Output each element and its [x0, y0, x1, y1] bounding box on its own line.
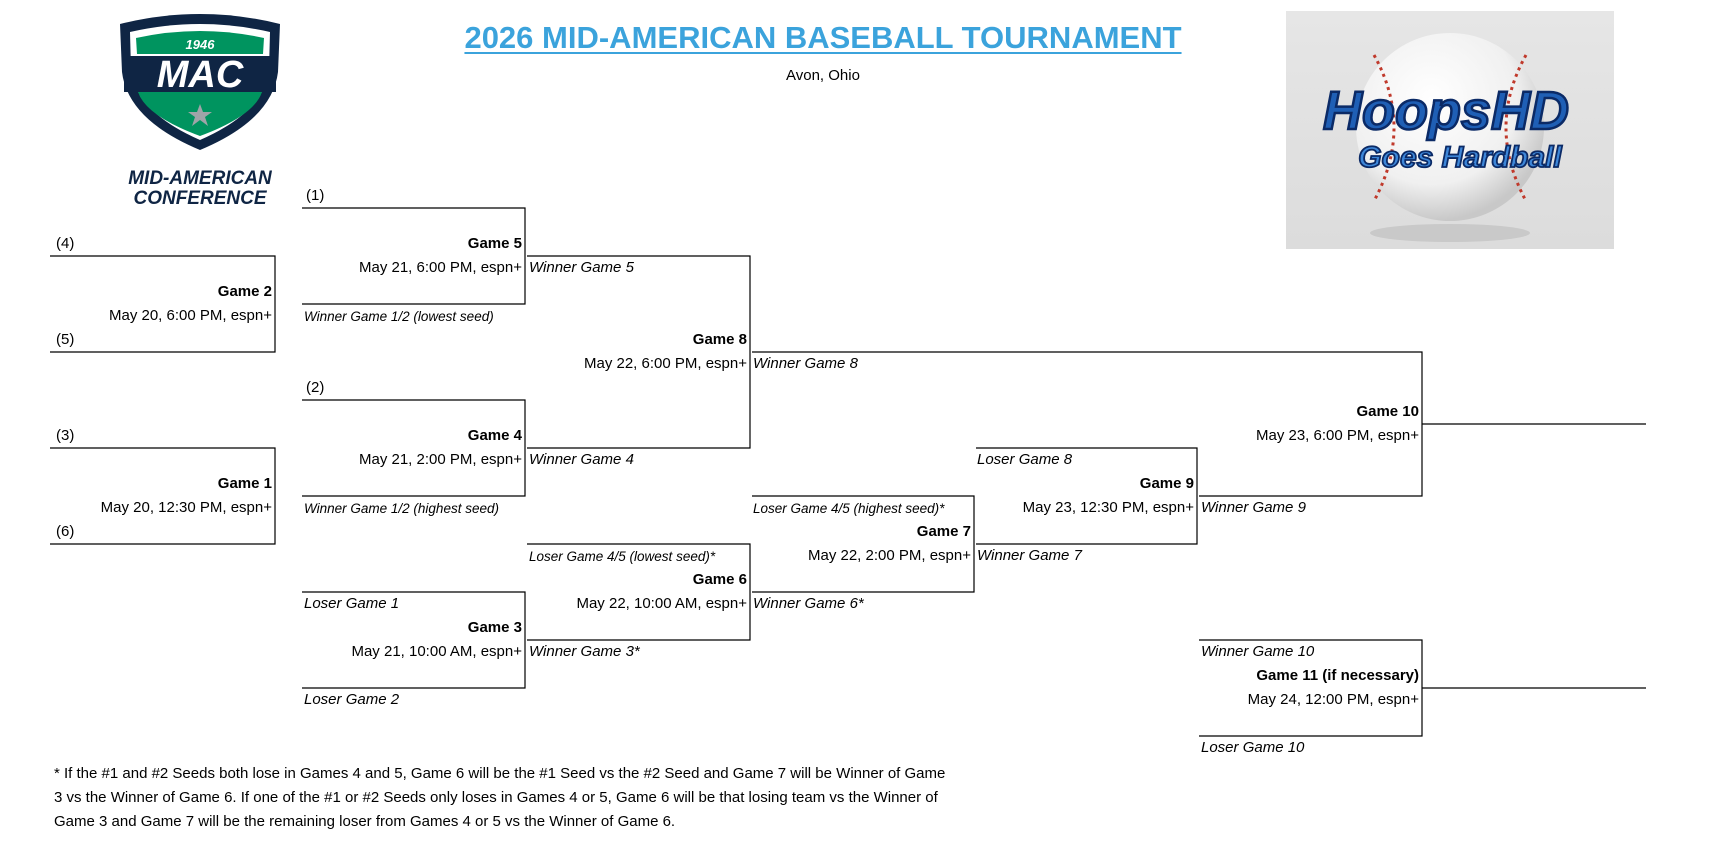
- game-11-title: Game 11 (if necessary): [1256, 667, 1419, 684]
- game-3-title: Game 3: [467, 619, 522, 636]
- game-6-time: May 22, 10:00 AM, espn+: [576, 595, 747, 612]
- logo-year: 1946: [185, 37, 215, 52]
- logo-line1: MID-AMERICAN: [128, 168, 272, 189]
- game-2-time: May 20, 6:00 PM, espn+: [108, 307, 272, 324]
- logo-letters: MAC: [156, 54, 244, 96]
- game-8-title: Game 8: [692, 331, 747, 348]
- slot-winner-game-9: Winner Game 9: [1201, 499, 1306, 516]
- logo-hoops: HoopsHD: [1323, 81, 1569, 141]
- seed-3: (3): [56, 427, 75, 444]
- slot-winner-game-6: Winner Game 6*: [753, 595, 864, 612]
- slot-winner-game-5: Winner Game 5: [529, 259, 634, 276]
- page-title: 2026 MID-AMERICAN BASEBALL TOURNAMENT: [464, 20, 1182, 55]
- game-4-time: May 21, 2:00 PM, espn+: [358, 451, 522, 468]
- slot-loser-game-4-5-lowest: Loser Game 4/5 (lowest seed)*: [529, 549, 716, 564]
- slot-loser-game-10: Loser Game 10: [1201, 739, 1305, 756]
- game-2-title: Game 2: [217, 283, 272, 300]
- seed-4: (4): [56, 235, 75, 252]
- logo-line2: CONFERENCE: [133, 188, 267, 204]
- game-10-time: May 23, 6:00 PM, espn+: [1255, 427, 1419, 444]
- game-4-title: Game 4: [467, 427, 522, 444]
- slot-winner-game-1-2-highest: Winner Game 1/2 (highest seed): [304, 501, 499, 516]
- slot-winner-game-10: Winner Game 10: [1201, 643, 1315, 660]
- slot-winner-game-7: Winner Game 7: [977, 547, 1082, 564]
- slot-loser-game-1: Loser Game 1: [304, 595, 400, 612]
- logo-hardball: Goes Hardball: [1358, 141, 1562, 174]
- seed-6: (6): [56, 523, 75, 540]
- tournament-location: Avon, Ohio: [786, 67, 860, 84]
- slot-loser-game-2: Loser Game 2: [304, 691, 400, 708]
- game-10-title: Game 10: [1356, 403, 1419, 420]
- footnote: * If the #1 and #2 Seeds both lose in Games 4 and 5, Game 6 will be the #1 Seed vs the #2 Seed and Game 7 will be Winner of Game 3 vs the Winner of Game 6. If one of the #1 or #2 Seeds only loses in Games 4 or 5, Game 6 will be that losing team vs the Winner of Game 3 and Game 7 will be the remaining loser from Games 4 or 5 vs the Winner of Game 6.: [54, 765, 946, 830]
- slot-winner-game-3: Winner Game 3*: [529, 643, 640, 660]
- game-5-time: May 21, 6:00 PM, espn+: [358, 259, 522, 276]
- slot-winner-game-4: Winner Game 4: [529, 451, 634, 468]
- slot-winner-game-8: Winner Game 8: [753, 355, 858, 372]
- game-7-time: May 22, 2:00 PM, espn+: [807, 547, 971, 564]
- game-11-time: May 24, 12:00 PM, espn+: [1247, 691, 1419, 708]
- slot-winner-game-1-2-lowest: Winner Game 1/2 (lowest seed): [304, 309, 494, 324]
- game-1-title: Game 1: [217, 475, 272, 492]
- hoopshd-logo: [1286, 11, 1614, 249]
- seed-1: (1): [306, 187, 325, 204]
- game-3-time: May 21, 10:00 AM, espn+: [351, 643, 522, 660]
- slot-loser-game-8: Loser Game 8: [977, 451, 1073, 468]
- game-7-title: Game 7: [916, 523, 971, 540]
- game-8-time: May 22, 6:00 PM, espn+: [583, 355, 747, 372]
- game-9-title: Game 9: [1139, 475, 1194, 492]
- slot-loser-game-4-5-highest: Loser Game 4/5 (highest seed)*: [753, 501, 945, 516]
- game-9-time: May 23, 12:30 PM, espn+: [1022, 499, 1194, 516]
- seed-5: (5): [56, 331, 75, 348]
- game-6-title: Game 6: [692, 571, 747, 588]
- seed-2: (2): [306, 379, 325, 396]
- mac-logo: [104, 8, 296, 204]
- game-5-title: Game 5: [467, 235, 522, 252]
- game-1-time: May 20, 12:30 PM, espn+: [100, 499, 272, 516]
